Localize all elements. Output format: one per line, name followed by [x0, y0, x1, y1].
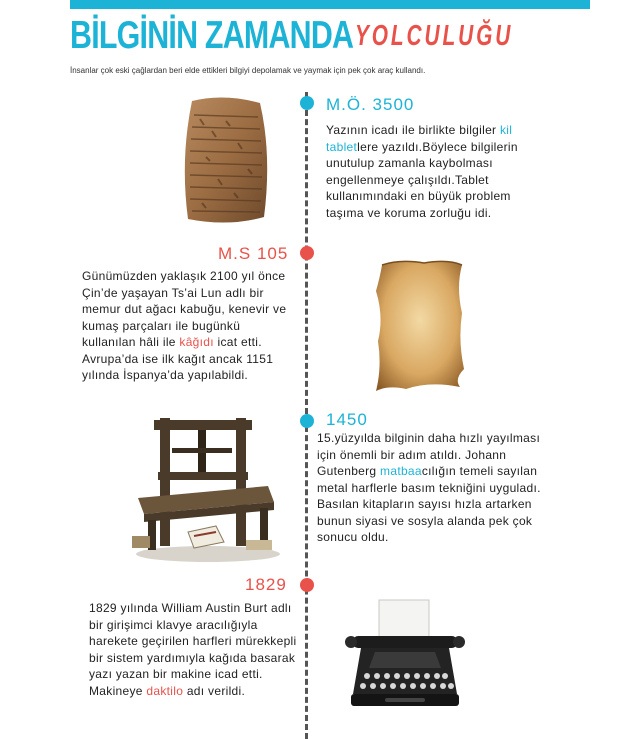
year-105ad: M.S 105: [218, 244, 289, 263]
event-text-1829: 1829 yılında William Austin Burt adlı bir girişimci klavye aracılığıyla harekete geçirilen harfleri mürekkepli bir sistem yardımıyla kağıda basarak yazı yazan bir makine icad etti. Makineye daktilo adı verildi.: [89, 601, 297, 698]
highlight-daktilo: daktilo: [146, 683, 184, 698]
event-text-3500bc: Yazının icadı ile birlikte bilgiler kil tabletlere yazıldı.Böylece bilgilerin unutulup zamanla kaybolması engellenmeye çalışıldı.Tablet kullanımındaki en büyük problem taşıma ve koruma zorluğu idi.: [326, 123, 518, 220]
highlight-kil-tablet: kil tablet: [326, 123, 513, 154]
timeline-dot-3500bc: [300, 96, 314, 110]
intro-text: İnsanlar çok eski çağlardan beri elde ettikleri bilgiyi depolamak ve yaymak için pek çok araç kullandı.: [70, 66, 426, 75]
typewriter-icon: [345, 598, 465, 716]
event-text-105ad: Günümüzden yaklaşık 2100 yıl önce Çin’de yaşayan Ts’ai Lun adlı bir memur dut ağacı kabuğu, kenevir ve kumaş parçaları ile bugünkü kullanılan hâli ile kâğıdı icat etti. Avrupa’da ise ilk kağıt ancak 1151 yılında İspanya’da yapılabildi.: [82, 269, 287, 382]
timeline-dot-1829: [300, 578, 314, 592]
highlight-matbaa: matbaa: [380, 464, 422, 478]
timeline-dot-105ad: [300, 246, 314, 260]
top-accent-bar: [70, 0, 590, 9]
year-1450: 1450: [326, 410, 368, 429]
page-title: BİLGİNİN ZAMANDA: [70, 14, 354, 57]
paper-scroll-icon: [370, 257, 470, 395]
page-subtitle: YOLCULUĞU: [355, 20, 514, 52]
year-3500bc: M.Ö. 3500: [326, 95, 415, 114]
highlight-kagidi: kâğıdı: [179, 335, 214, 349]
event-text-1450: 15.yüzyılda bilginin daha hızlı yayılması için önemli bir adım atıldı. Johann Gutenberg matbaacılığın temeli sayılan metal harflerle basım tekniğini uyguladı. Basılan kitapların sayısı hızla artarken bunun siyasi ve sosyla alanda pek çok sonucu oldu.: [317, 431, 541, 544]
printing-press-icon: [128, 414, 283, 564]
year-1829: 1829: [245, 575, 287, 594]
clay-tablet-icon: [178, 95, 273, 227]
timeline-dot-1450: [300, 414, 314, 428]
